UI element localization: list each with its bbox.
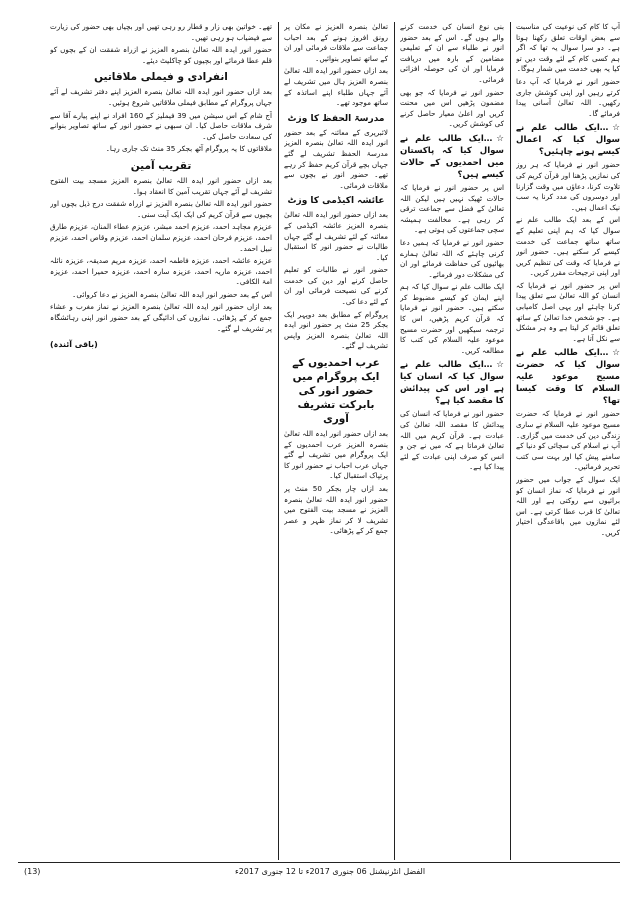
paragraph: اس کے بعد ایک طالب علم نے سوال کیا کہ ہم اپنی تعلیم کے ساتھ ساتھ جماعت کی خدمت کیسے کر سکتے ہیں۔ حضور انور نے فرمایا کہ وقت کی تنظیم کریں اور اپنی ترجیحات مقرر کریں۔ bbox=[516, 215, 620, 278]
paragraph: حضور انور نے فرمایا کہ حضرت مسیح موعود علیہ السلام نے ساری زندگی دین کی خدمت میں گزاری۔ آپ نے اسلام کی سچائی کو دنیا کے سامنے پیش کیا اور بہت سی کتب تحریر فرمائیں۔ bbox=[516, 409, 620, 472]
paragraph: بعد ازاں حضور انور ایدہ اللہ تعالیٰ بنصرہ العزیز مسجد بیت الفتوح تشریف لے آئے جہاں تقریب آمین کا انعقاد ہوا۔ bbox=[50, 175, 272, 196]
paragraph: حضور انور نے فرمایا کہ ہر روز کی نمازیں پڑھنا اور قرآن کریم کی تلاوت کرنا، دعاؤں میں وقت گزارنا اور دوسروں کی مدد کرنا یہ سب نیک اعمال ہیں۔ bbox=[516, 160, 620, 212]
paragraph: ایک سوال کے جواب میں حضور انور نے فرمایا کہ نماز انسان کو برائیوں سے روکتی ہے اور اللہ تعالیٰ کا قرب عطا کرتی ہے۔ اس لئے نمازوں میں باقاعدگی اختیار کریں۔ bbox=[516, 475, 620, 537]
column-divider bbox=[394, 22, 395, 860]
column-3 bbox=[284, 22, 388, 860]
footer-publication-date: الفضل انٹرنیشنل 06 جنوری 2017ء تا 12 جنوری 2017ء bbox=[234, 867, 426, 876]
paragraph: اس پر حضور انور نے فرمایا کہ انسان کو اللہ تعالیٰ سے تعلق پیدا کرنا چاہئے اور یہی اصل کامیابی ہے۔ جو شخص خدا تعالیٰ کے ساتھ تعلق قائم کر لیتا ہے وہ ہر مشکل سے نکل آتا ہے۔ bbox=[516, 280, 620, 343]
paragraph: بعد ازاں حضور انور ایدہ اللہ تعالیٰ بنصرہ العزیز عائشہ اکیڈمی کے معائنہ کے لئے تشریف لے گئے جہاں طالبات نے حضور انور کا استقبال کیا۔ bbox=[284, 210, 388, 262]
paragraph: حضور انور ایدہ اللہ تعالیٰ بنصرہ العزیز نے ازراہ شفقت درج ذیل بچوں اور بچیوں سے قرآن کریم کی ایک ایک آیت سنی۔ bbox=[50, 199, 272, 219]
paragraph: اس کے بعد حضور انور ایدہ اللہ تعالیٰ بنصرہ العزیز نے دعا کروائی۔ bbox=[72, 289, 272, 299]
paragraph: بنی نوع انسان کی خدمت کرنے والے ہوں گے۔ اس کے بعد حضور انور نے طلباء سے ان کے تعلیمی مضامین کے بارہ میں دریافت فرمایا اور ان کی حوصلہ افزائی فرمائی۔ bbox=[400, 22, 504, 84]
paragraph: آج شام کے اس سیشن میں 39 فیملیز کے 160 افراد نے اپنے پیارے آقا سے شرف ملاقات حاصل کیا۔ ان سبھی نے حضور انور کے ساتھ تصاویر بنوانے کی سعادت حاصل کی۔ bbox=[50, 110, 272, 141]
paragraph: ملاقاتوں کا یہ پروگرام آٹھ بجکر 35 منٹ تک جاری رہا۔ bbox=[105, 144, 272, 154]
paragraph: حضور انور نے طالبات کو تعلیم حاصل کرنے اور دین کی خدمت کرنے کی نصیحت فرمائی اور ان کے لئے دعا کی۔ bbox=[284, 265, 388, 307]
section-heading: تقریب آمین bbox=[130, 159, 192, 172]
paragraph: اس پر حضور انور نے فرمایا کہ حالات ٹھیک نہیں ہیں لیکن اللہ تعالیٰ کے فضل سے جماعت ترقی کر رہی ہے۔ مخالفت ہمیشہ سچی جماعتوں کی ہوتی ہے۔ bbox=[400, 182, 504, 235]
paragraph: پروگرام کے مطابق بعد دوپہر ایک بجکر 25 منٹ پر حضور انور ایدہ اللہ تعالیٰ بنصرہ العزیز واپس تشریف لے گئے۔ bbox=[284, 309, 388, 351]
paragraph: تعالیٰ بنصرہ العزیز نے مکان پر رونق افروز ہونے کے بعد احباب جماعت سے ملاقات فرمائی اور ان کے ساتھ تصاویر بنوائیں۔ bbox=[284, 22, 388, 63]
paragraph: آپ کا کام کی نوعیت کی مناسبت سے بعض اوقات تعلق رکھنا ہوتا ہے۔ دو سرا سوال یہ تھا کہ اگر ہم کسی کام کے لئے وقت دیں تو کیا یہ بھی خدمت میں شمار ہوگا۔ bbox=[516, 22, 620, 74]
section-heading: عرب احمدیوں کے ایک پروگرام میں حضور انور کی بابرکت تشریف آوری bbox=[292, 357, 380, 426]
section-heading: عائشہ اکیڈمی کا وزٹ bbox=[287, 196, 385, 207]
paragraph: حضور انور ایدہ اللہ تعالیٰ بنصرہ العزیز نے ازراہ شفقت ان کے بچوں کو قلم عطا فرمائے اور بچیوں کو چاکلیٹ دیئے۔ bbox=[50, 45, 272, 65]
column-4 bbox=[50, 22, 272, 860]
paragraph: عزیزہ عائشہ احمد، عزیزہ فاطمہ احمد، عزیزہ مریم صدیقہ، عزیزہ نائلہ احمد، عزیزہ ماریہ احمد، عزیزہ سارہ احمد، عزیزہ حمیرا احمد، عزیزہ امۃ الکافی۔ bbox=[50, 256, 272, 287]
paragraph: بعد ازاں حضور انور ایدہ اللہ تعالیٰ بنصرہ العزیز عرب احمدیوں کے ایک پروگرام میں تشریف لے گئے جہاں عرب احباب نے حضور انور کا پرتپاک استقبال کیا۔ bbox=[284, 429, 388, 481]
paragraph: ایک طالب علم نے سوال کیا کہ ہم اپنے ایمان کو کیسے مضبوط کر سکتے ہیں۔ حضور انور نے فرمایا کہ قرآن کریم پڑھیں، اس کا ترجمہ سیکھیں اور حضرت مسیح موعود علیہ السلام کی کتب کا مطالعہ کریں۔ bbox=[400, 282, 504, 355]
paragraph: بعد ازاں حضور انور ایدہ اللہ تعالیٰ بنصرہ العزیز اپنے دفتر تشریف لے آئے جہاں پروگرام کے مطابق فیملی ملاقاتیں شروع ہوئیں۔ bbox=[50, 87, 272, 107]
paragraph: عزیزم مجاہد احمد، عزیزم احمد مبشر، عزیزم عطاء المنان، عزیزم طارق احمد، عزیزم فرحان احمد، عزیزم سلمان احمد، عزیزم وقاص احمد، عزیزم نبیل احمد۔ bbox=[50, 222, 272, 253]
paragraph: حضور انور نے فرمایا کہ انسان کی پیدائش کا مقصد اللہ تعالیٰ کی عبادت ہے۔ قرآن کریم میں اللہ تعالیٰ فرماتا ہے کہ میں نے جن و انس کو صرف اپنی عبادت کے لئے پیدا کیا ہے۔ bbox=[400, 409, 504, 472]
question-heading: ☆…ایک طالب علم نے سوال کیا کہ اعمال کیسے ہونے چاہئیں؟ bbox=[516, 123, 620, 158]
paragraph: بعد ازاں حضور انور ایدہ اللہ تعالیٰ بنصرہ العزیز ہال میں تشریف لے آئے جہاں طلباء اپنے اساتذہ کے ساتھ موجود تھے۔ bbox=[284, 66, 388, 108]
paragraph: لائبریری کے معائنہ کے بعد حضور انور ایدہ اللہ تعالیٰ بنصرہ العزیز مدرسۃ الحفظ تشریف لے گئے جہاں بچے قرآن کریم حفظ کر رہے تھے۔ حضور انور نے بچوں سے ملاقات فرمائی۔ bbox=[284, 127, 388, 190]
column-2 bbox=[400, 22, 504, 860]
column-divider bbox=[510, 22, 511, 860]
column-divider bbox=[278, 22, 279, 860]
paragraph: حضور انور نے فرمایا کہ جو بھی مضمون پڑھیں اس میں محنت کریں اور اعلیٰ معیار حاصل کرنے کی کوشش کریں۔ bbox=[400, 87, 504, 129]
section-heading: انفرادی و فیملی ملاقاتیں bbox=[94, 71, 228, 84]
paragraph: تھے۔ خواتین بھی زار و قطار رو رہی تھیں اور بچیاں بھی حضور کی زیارت سے فیضیاب ہو رہی تھیں۔ bbox=[50, 22, 272, 42]
paragraph: بعد ازاں چار بجکر 50 منٹ پر حضور انور ایدہ اللہ تعالیٰ بنصرہ العزیز نے مسجد بیت الفتوح میں تشریف لا کر نماز ظہر و عصر جمع کر کے پڑھائی۔ bbox=[284, 484, 388, 536]
section-heading: مدرسۃ الحفظ کا وزٹ bbox=[287, 113, 385, 124]
question-heading: ☆…ایک طالب علم نے سوال کیا کہ پاکستان میں احمدیوں کے حالات کیسے ہیں؟ bbox=[400, 133, 504, 180]
question-heading: ☆…ایک طالب علم نے سوال کیا کہ انسان کیا ہے اور اس کی پیدائش کا مقصد کیا ہے؟ bbox=[400, 360, 504, 407]
question-heading: ☆…ایک طالب علم نے سوال کیا کہ حضرت مسیح موعود علیہ السلام کا وقت کیسا تھا؟ bbox=[516, 348, 620, 407]
footer-rule bbox=[18, 862, 620, 863]
paragraph: حضور انور نے فرمایا کہ آپ دعا کرتے رہیں اور اپنی کوشش جاری رکھیں۔ اللہ تعالیٰ آسانی پیدا فرمائے گا۔ bbox=[516, 76, 620, 118]
paragraph: حضور انور نے فرمایا کہ ہمیں دعا کرنی چاہئے کہ اللہ تعالیٰ ہمارے بھائیوں کی حفاظت فرمائے اور ان کی مشکلات دور فرمائے۔ bbox=[400, 237, 504, 279]
paragraph: بعد ازاں حضور انور ایدہ اللہ تعالیٰ بنصرہ العزیز نے نماز مغرب و عشاء جمع کر کے پڑھائی۔ نمازوں کی ادائیگی کے بعد حضور انور اپنی رہائشگاہ پر تشریف لے گئے۔ bbox=[50, 302, 272, 333]
continued-label: (باقی آئندہ) bbox=[50, 340, 98, 350]
column-1 bbox=[516, 22, 620, 860]
page-number: (13) bbox=[24, 867, 41, 876]
